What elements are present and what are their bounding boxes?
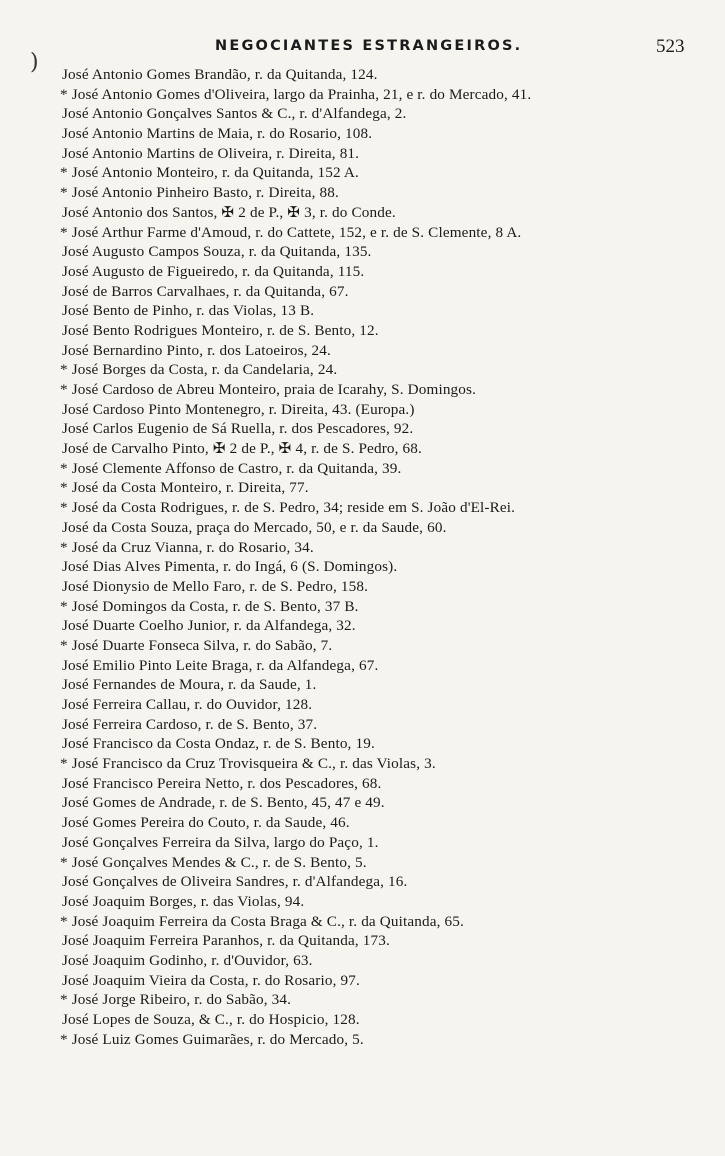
entry-text: * José Antonio Gomes d'Oliveira, largo da Prainha, 21, e r. do Mercado, 41.: [60, 85, 532, 103]
entry-text: José Augusto de Figueiredo, r. da Quitanda, 115.: [62, 262, 365, 280]
list-item: [0, 203, 725, 223]
list-item: [0, 65, 725, 85]
entry-text: José Lopes de Souza, & C., r. do Hospicio, 128.: [62, 1011, 360, 1028]
entry-text: José Gonçalves Ferreira da Silva, largo do Paço, 1.: [62, 833, 379, 851]
list-item: [0, 144, 725, 164]
list-item: [0, 774, 725, 794]
list-item: [0, 282, 725, 302]
list-item: [0, 478, 725, 498]
list-item: [0, 990, 725, 1010]
list-item: [0, 262, 725, 282]
list-item: [0, 912, 725, 932]
list-item: [0, 341, 725, 361]
entry-text: José Bento de Pinho, r. das Violas, 13 B.: [62, 302, 315, 320]
list-item: [0, 124, 725, 144]
entry-text: * José Borges da Costa, r. da Candelaria, 24.: [60, 361, 338, 379]
list-item: [0, 1030, 725, 1050]
list-item: [0, 597, 725, 617]
list-item: [0, 242, 725, 262]
entry-text: José Joaquim Godinho, r. d'Ouvidor, 63.: [62, 951, 313, 969]
entry-text: José Antonio Martins de Oliveira, r. Direita, 81.: [62, 144, 360, 162]
list-item: [0, 715, 725, 735]
list-item: [0, 360, 725, 380]
list-item: [0, 833, 725, 853]
entry-text: José Bernardino Pinto, r. dos Latoeiros, 24.: [62, 341, 331, 359]
list-item: [0, 419, 725, 439]
entry-text: José Fernandes de Moura, r. da Saude, 1.: [62, 676, 317, 694]
list-item: [0, 85, 725, 105]
entry-text: José Augusto Campos Souza, r. da Quitanda, 135.: [62, 243, 372, 261]
entry-text: * José Duarte Fonseca Silva, r. do Sabão, 7.: [60, 636, 333, 654]
list-item: [0, 951, 725, 971]
entry-text: * José Joaquim Ferreira da Costa Braga & C., r. da Quitanda, 65.: [60, 912, 464, 930]
entry-text: * José Francisco da Cruz Trovisqueira & C., r. das Violas, 3.: [60, 755, 436, 773]
list-item: [0, 400, 725, 420]
entry-text: José Francisco da Costa Ondaz, r. de S. Bento, 19.: [62, 735, 375, 753]
list-item: [0, 793, 725, 813]
entry-text: José Cardoso Pinto Montenegro, r. Direita, 43. (Europa.): [62, 400, 415, 418]
entry-text: José Antonio Martins de Maia, r. do Rosario, 108.: [62, 125, 373, 143]
entry-text: José Dias Alves Pimenta, r. do Ingá, 6 (S. Domingos).: [62, 558, 398, 576]
entry-text: José Carlos Eugenio de Sá Ruella, r. dos Pescadores, 92.: [62, 420, 414, 438]
list-item: [0, 163, 725, 183]
entry-text: José Joaquim Vieira da Costa, r. do Rosario, 97.: [62, 971, 360, 989]
entry-text: José Ferreira Cardoso, r. de S. Bento, 37.: [62, 715, 318, 733]
list-item: [0, 892, 725, 912]
list-item: [0, 538, 725, 558]
running-title: NEGOCIANTES ESTRANGEIROS.: [215, 38, 523, 54]
entry-text: José Joaquim Ferreira Paranhos, r. da Quitanda, 173.: [62, 932, 390, 950]
list-item: [0, 734, 725, 754]
entry-text: * José Luiz Gomes Guimarães, r. do Mercado, 5.: [60, 1030, 364, 1048]
entry-text: * José Antonio Monteiro, r. da Quitanda, 152 A.: [60, 164, 359, 182]
entry-text: José Bento Rodrigues Monteiro, r. de S. Bento, 12.: [62, 321, 379, 339]
list-item: [0, 223, 725, 243]
list-item: [0, 183, 725, 203]
list-item: [0, 104, 725, 124]
list-item: [0, 518, 725, 538]
entry-text: José Gonçalves de Oliveira Sandres, r. d'Alfandega, 16.: [62, 873, 408, 891]
entry-text: José Francisco Pereira Netto, r. dos Pescadores, 68.: [62, 774, 382, 792]
entry-text: José de Carvalho Pinto, ✠ 2 de P., ✠ 4, r. de S. Pedro, 68.: [62, 440, 422, 458]
list-item: [0, 931, 725, 951]
entry-text: José Emilio Pinto Leite Braga, r. da Alfandega, 67.: [62, 656, 379, 674]
list-item: [0, 380, 725, 400]
list-item: [0, 754, 725, 774]
entry-text: José Dionysio de Mello Faro, r. de S. Pedro, 158.: [62, 577, 369, 595]
page-number: 523: [656, 36, 685, 57]
list-item: [0, 459, 725, 479]
entry-text: José Duarte Coelho Junior, r. da Alfandega, 32.: [62, 617, 356, 635]
list-item: [0, 656, 725, 676]
entry-text: José Gomes Pereira do Couto, r. da Saude, 46.: [62, 814, 350, 832]
list-item: [0, 675, 725, 695]
list-item: [0, 695, 725, 715]
entry-text: * José da Cruz Vianna, r. do Rosario, 34.: [60, 538, 314, 556]
list-item: [0, 853, 725, 873]
entry-text: José Gomes de Andrade, r. de S. Bento, 45, 47 e 49.: [62, 794, 385, 812]
entry-text: * José Domingos da Costa, r. de S. Bento, 37 B.: [60, 597, 359, 615]
entry-text: * José Cardoso de Abreu Monteiro, praia de Icarahy, S. Domingos.: [60, 381, 477, 398]
entry-text: * José Arthur Farme d'Amoud, r. do Cattete, 152, e r. de S. Clemente, 8 A.: [60, 223, 522, 241]
entry-text: * José Gonçalves Mendes & C., r. de S. Bento, 5.: [60, 853, 367, 871]
list-item: [0, 439, 725, 459]
entry-text: José Joaquim Borges, r. das Violas, 94.: [62, 892, 305, 910]
list-item: [0, 321, 725, 341]
list-item: [0, 498, 725, 518]
list-item: [0, 872, 725, 892]
entry-text: * José da Costa Monteiro, r. Direita, 77.: [60, 479, 309, 497]
entry-text: José Antonio Gomes Brandão, r. da Quitanda, 124.: [62, 66, 378, 83]
entry-text: José Ferreira Callau, r. do Ouvidor, 128.: [62, 696, 313, 713]
merchant-list: [0, 65, 725, 1049]
list-item: [0, 813, 725, 833]
entry-text: * José Antonio Pinheiro Basto, r. Direita, 88.: [60, 184, 339, 202]
list-item: [0, 636, 725, 656]
entry-text: José Antonio dos Santos, ✠ 2 de P., ✠ 3, r. do Conde.: [62, 203, 396, 221]
list-item: [0, 616, 725, 636]
entry-text: * José Clemente Affonso de Castro, r. da Quitanda, 39.: [60, 459, 402, 477]
entry-text: * José Jorge Ribeiro, r. do Sabão, 34.: [60, 991, 292, 1009]
list-item: [0, 557, 725, 577]
list-item: [0, 1010, 725, 1030]
entry-text: José de Barros Carvalhaes, r. da Quitanda, 67.: [62, 282, 349, 300]
entry-text: José Antonio Gonçalves Santos & C., r. d'Alfandega, 2.: [62, 105, 407, 123]
page-header: [0, 36, 725, 60]
entry-text: * José da Costa Rodrigues, r. de S. Pedro, 34; reside em S. João d'El-Rei.: [60, 499, 516, 517]
list-item: [0, 301, 725, 321]
entry-text: José da Costa Souza, praça do Mercado, 50, e r. da Saude, 60.: [62, 518, 447, 536]
list-item: [0, 577, 725, 597]
margin-bracket-mark: ): [30, 50, 39, 75]
list-item: [0, 971, 725, 991]
